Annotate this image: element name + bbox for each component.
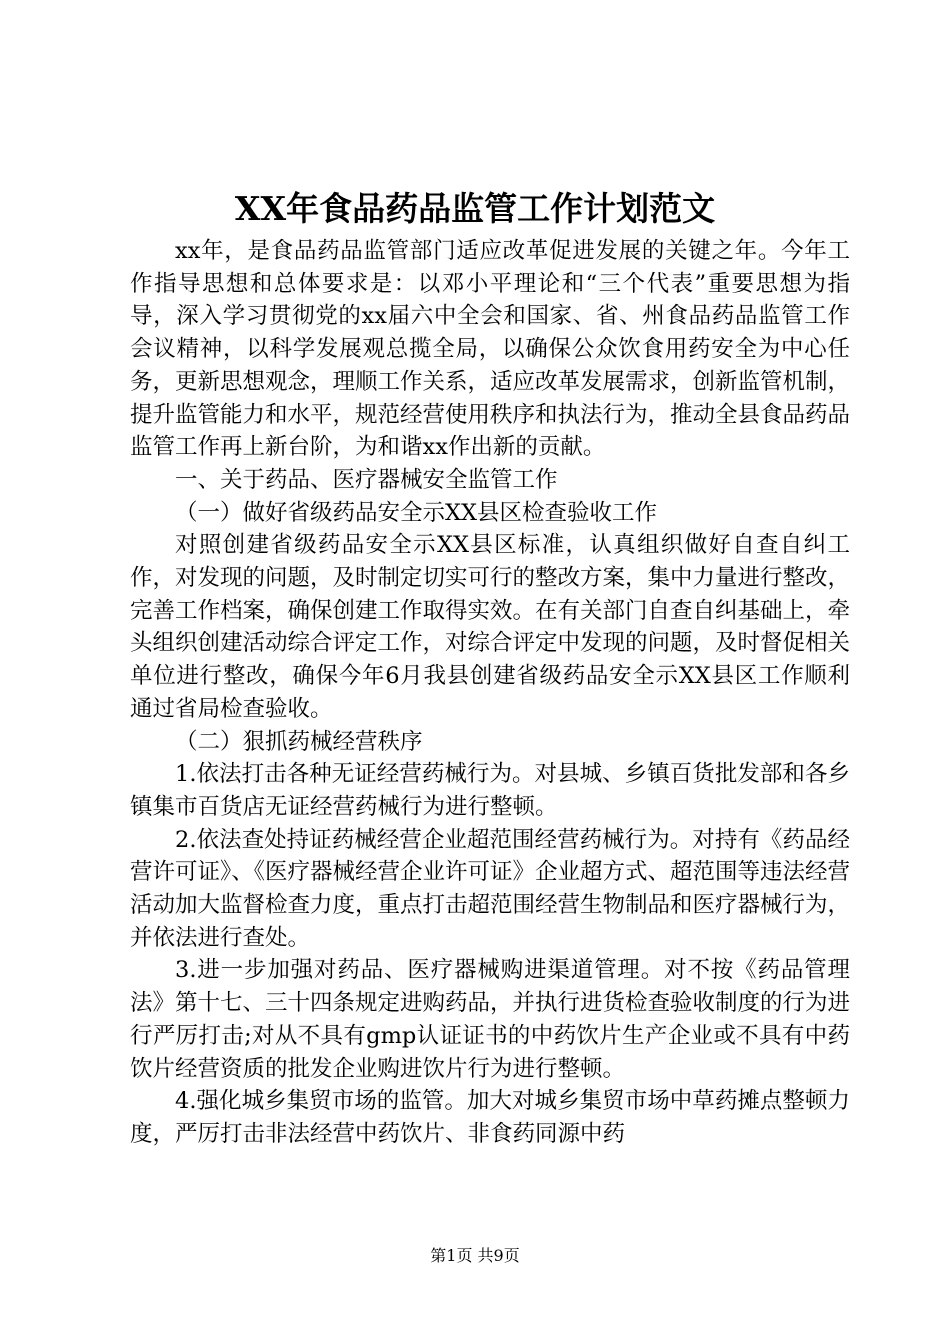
heading-subsection-2: （二）狠抓药械经营秩序 xyxy=(175,728,423,755)
paragraph-item-3: 3.进一步加强对药品、医疗器械购进渠道管理。对不按《药品管理法》第十七、三十四条规定进购药品，并执行进货检查验收制度的行为进行严厉打击;对从不具有gmp认证证书的中药饮片生产企业或不具有中药饮片经营资质的批发企业购进饮片行为进行整顿。 xyxy=(130,957,851,1082)
heading-section-1: 一、关于药品、医疗器械安全监管工作 xyxy=(175,466,558,493)
paragraph-item-2: 2.依法查处持证药械经营企业超范围经营药械行为。对持有《药品经营许可证》、《医疗器械经营企业许可证》企业超方式、超范围等违法经营活动加大监督检查力度，重点打击超范围经营生物制品和医疗器械行为，并依法进行查处。 xyxy=(130,826,851,951)
document-body xyxy=(130,235,850,1151)
paragraph-subsection-1: 对照创建省级药品安全示XX县区标准，认真组织做好自查自纠工作，对发现的问题，及时制定切实可行的整改方案，集中力量进行整改，完善工作档案，确保创建工作取得实效。在有关部门自查自纠基础上，牵头组织创建活动综合评定工作，对综合评定中发现的问题，及时督促相关单位进行整改，确保今年6月我县创建省级药品安全示XX县区工作顺利通过省局检查验收。 xyxy=(130,532,851,722)
page-number-footer: 第1页 共9页 xyxy=(430,1246,520,1265)
paragraph-intro: xx年，是食品药品监管部门适应改革促进发展的关键之年。今年工作指导思想和总体要求是：以邓小平理论和“三个代表”重要思想为指导，深入学习贯彻党的xx届六中全会和国家、省、州食品药品监管工作会议精神，以科学发展观总揽全局，以确保公众饮食用药安全为中心任务，更新思想观念，理顺工作关系，适应改革发展需求，创新监管机制，提升监管能力和水平，规范经营使用秩序和执法行为，推动全县食品药品监管工作再上新台阶，为和谐xx作出新的贡献。 xyxy=(130,238,851,461)
paragraph-item-4: 4.强化城乡集贸市场的监管。加大对城乡集贸市场中草药摊点整顿力度，严厉打击非法经营中药饮片、非食药同源中药 xyxy=(130,1088,850,1147)
paragraph-item-1: 1.依法打击各种无证经营药械行为。对县城、乡镇百货批发部和各乡镇集市百货店无证经营药械行为进行整顿。 xyxy=(130,761,850,820)
document-title: XX年食品药品监管工作计划范文 xyxy=(234,189,716,228)
heading-subsection-1: （一）做好省级药品安全示XX县区检查验收工作 xyxy=(175,499,658,526)
